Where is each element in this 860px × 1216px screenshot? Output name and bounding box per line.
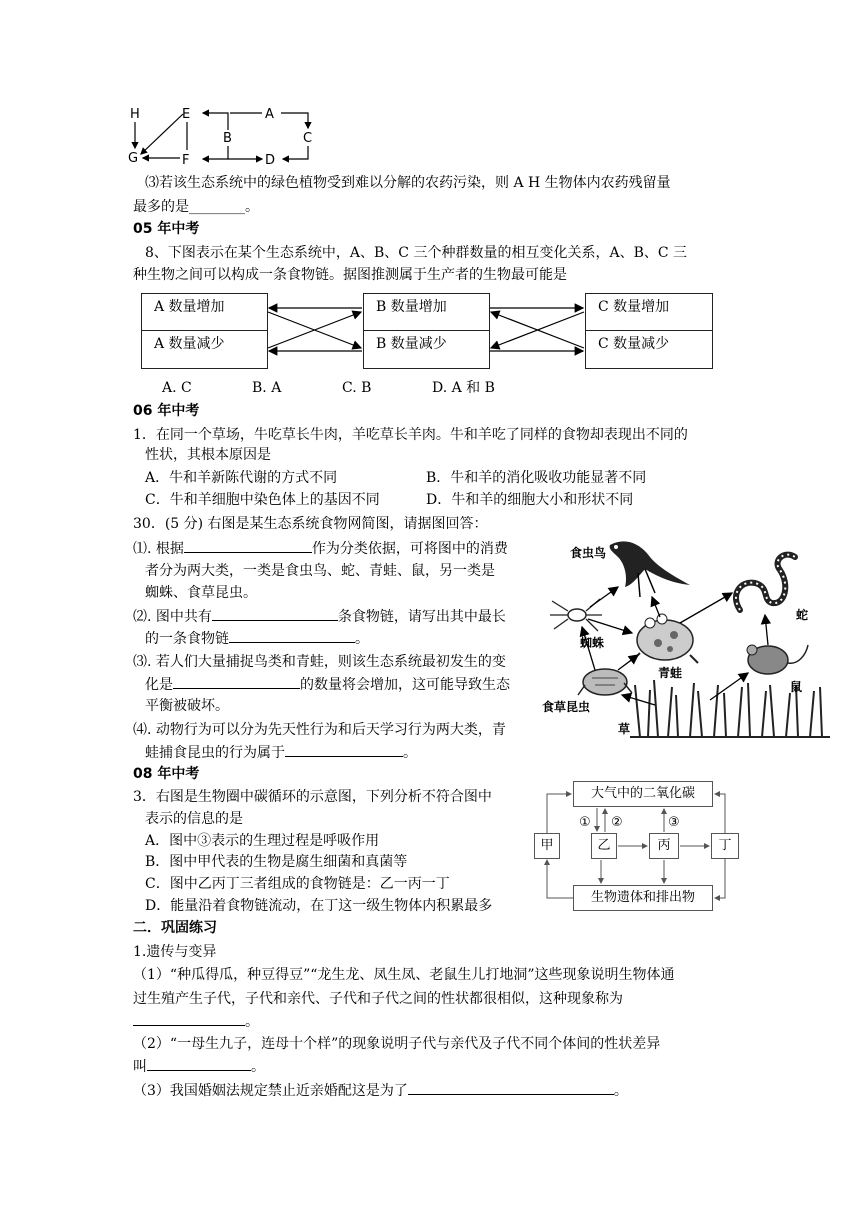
box-b-decrease: B 数量减少 bbox=[376, 336, 447, 352]
q1-option-d: D．牛和羊的细胞大小和形状不同 bbox=[426, 492, 634, 508]
remains-box: 生物遗体和排出物 bbox=[573, 885, 713, 911]
q1-option-c: C．牛和羊细胞中染色体上的基因不同 bbox=[145, 492, 380, 508]
q3-option-c: C．图中乙丙丁三者组成的食物链是：乙一丙一丁 bbox=[145, 876, 450, 892]
box-c bbox=[585, 293, 713, 369]
label-spider: 蜘蛛 bbox=[580, 636, 605, 650]
bird-icon bbox=[610, 541, 690, 597]
q30-head: 30．(5 分) 右图是某生态系统食物网简图，请据图回答： bbox=[133, 516, 488, 532]
q8-option-d: D. A 和 B bbox=[432, 380, 495, 396]
q8-line2: 种生物之间可以构成一条食物链。据图推测属于生产者的生物最可能是 bbox=[133, 267, 567, 283]
q30-s2-line2: 的一条食物链 。 bbox=[145, 628, 369, 649]
label-process-1: ① bbox=[579, 815, 591, 830]
box-b-increase: B 数量增加 bbox=[364, 294, 489, 331]
box-a bbox=[141, 293, 268, 369]
food-web-illustration bbox=[540, 515, 830, 740]
heading-06: 06 年中考 bbox=[133, 403, 200, 419]
q30-s1-line3: 蜘蛛、食草昆虫。 bbox=[145, 585, 257, 601]
snake-icon bbox=[736, 555, 795, 610]
q30-s4: ⑷. 动物行为可以分为先天性行为和后天学习行为两大类，青 bbox=[133, 722, 506, 738]
q8-arrows bbox=[266, 293, 586, 367]
g1-line3: 。 bbox=[133, 1011, 259, 1032]
box-jia: 甲 bbox=[534, 833, 560, 859]
q8-option-c: C. B bbox=[342, 380, 372, 396]
q1-line2: 性状，其根本原因是 bbox=[145, 447, 271, 463]
label-grass: 草 bbox=[618, 722, 631, 736]
heading-05: 05 年中考 bbox=[133, 221, 200, 237]
section-consolidation: 二．巩固练习 bbox=[133, 920, 217, 936]
label-process-3: ③ bbox=[668, 815, 680, 830]
q3-prev-line2: 最多的是________。 bbox=[133, 199, 259, 215]
q3-prev-line1: ⑶若该生态系统中的绿色植物受到难以分解的农药污染，则 A H 生物体内农药残留量 bbox=[145, 175, 671, 191]
label-herbivorous-insect: 食草昆虫 bbox=[542, 700, 591, 714]
label-f: F bbox=[182, 153, 190, 168]
q30-s3-line2: 化是 的数量将会增加，这可能导致生态 bbox=[145, 674, 510, 695]
label-snake: 蛇 bbox=[796, 608, 809, 622]
q30-s4-line2: 蛙捕食昆虫的行为属于 。 bbox=[145, 742, 417, 763]
box-ding: 丁 bbox=[711, 833, 739, 859]
box-yi: 乙 bbox=[591, 833, 617, 859]
g2-line2: 叫 。 bbox=[133, 1056, 265, 1077]
label-frog: 青蛙 bbox=[658, 666, 683, 680]
q8-option-b: B. A bbox=[252, 380, 282, 396]
box-bing: 丙 bbox=[649, 833, 679, 859]
grasshopper-icon bbox=[578, 669, 632, 695]
box-c-decrease: C 数量减少 bbox=[598, 336, 670, 352]
q30-s3: ⑶. 若人们大量捕捉鸟类和青蛙，则该生态系统最初发生的变 bbox=[133, 654, 506, 670]
q30-s2: ⑵. 图中共有 条食物链，请写出其中最长 bbox=[133, 606, 506, 627]
q1-option-b: B．牛和羊的消化吸收功能显著不同 bbox=[426, 470, 647, 486]
label-b: B bbox=[223, 131, 232, 146]
letter-food-web-diagram bbox=[125, 100, 325, 170]
label-d: D bbox=[265, 153, 276, 168]
g1-line2: 过生殖产生子代，子代和亲代、子代和子代之间的性状都很相似，这种现象称为 bbox=[133, 991, 623, 1007]
box-c-increase: C 数量增加 bbox=[586, 294, 712, 331]
label-g: G bbox=[128, 151, 139, 166]
q3-line1: 3．右图是生物圈中碳循环的示意图，下列分析不符合图中 bbox=[133, 789, 492, 805]
q3-line2: 表示的信息的是 bbox=[145, 811, 243, 827]
label-h: H bbox=[130, 107, 140, 122]
g1-line1: （1）“种瓜得瓜，种豆得豆”“龙生龙、凤生凤、老鼠生儿打地洞”这些现象说明生物体通 bbox=[133, 967, 675, 983]
mouse-icon bbox=[747, 645, 808, 674]
label-mouse: 鼠 bbox=[790, 680, 803, 694]
q30-s1-line2: 者分为两大类，一类是食虫鸟、蛇、青蛙、鼠，另一类是 bbox=[145, 563, 495, 579]
heading-08: 08 年中考 bbox=[133, 766, 200, 782]
sub-heredity: 1.遗传与变异 bbox=[133, 944, 217, 960]
q30-s3-line3: 平衡被破坏。 bbox=[145, 698, 229, 714]
label-e: E bbox=[182, 107, 191, 122]
q3-option-d: D．能量沿着食物链流动，在丁这一级生物体内积累最多 bbox=[145, 898, 493, 914]
q8-option-a: A. C bbox=[162, 380, 192, 396]
g3-line1: （3）我国婚姻法规定禁止近亲婚配这是为了 。 bbox=[133, 1080, 628, 1101]
q8-line1: 8、下图表示在某个生态系统中，A、B、C 三个种群数量的相互变化关系，A、B、C 三 bbox=[145, 245, 688, 261]
label-insectivorous-bird: 食虫鸟 bbox=[570, 546, 607, 560]
q3-option-b: B．图中甲代表的生物是腐生细菌和真菌等 bbox=[145, 854, 408, 870]
label-c: C bbox=[303, 131, 313, 146]
q1-option-a: A．牛和羊新陈代谢的方式不同 bbox=[145, 470, 338, 486]
box-a-decrease: A 数量减少 bbox=[154, 336, 225, 352]
box-a-increase: A 数量增加 bbox=[142, 294, 267, 331]
q30-s1: ⑴. 根据 作为分类依据，可将图中的消费 bbox=[133, 538, 508, 559]
label-process-2: ② bbox=[611, 815, 623, 830]
label-a: A bbox=[265, 107, 274, 122]
q1-line1: 1．在同一个草场，牛吃草长牛肉，羊吃草长羊肉。牛和羊吃了同样的食物却表现出不同的 bbox=[133, 427, 688, 443]
air-co2-box: 大气中的二氧化碳 bbox=[573, 781, 713, 807]
frog-icon bbox=[632, 614, 698, 663]
q3-option-a: A．图中③表示的生理过程是呼吸作用 bbox=[145, 833, 380, 849]
g2-line1: （2）“一母生九子，连母十个样”的现象说明子代与亲代及子代不同个体间的性状差异 bbox=[133, 1036, 661, 1052]
carbon-cycle-arrows bbox=[525, 775, 755, 920]
